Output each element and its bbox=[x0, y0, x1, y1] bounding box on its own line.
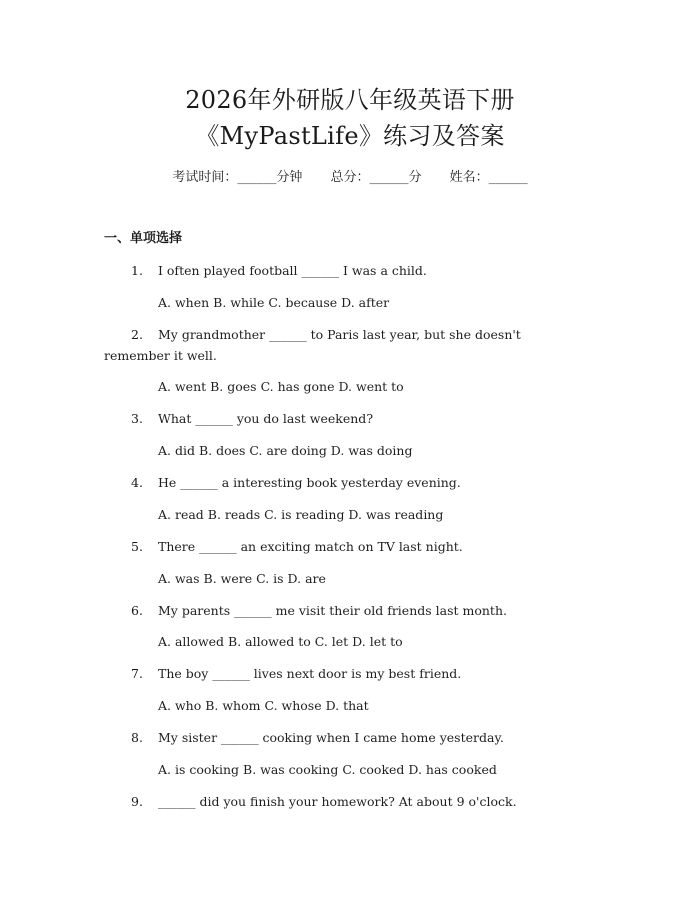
question-number: 1. bbox=[131, 263, 143, 278]
question-text: There ______ an exciting match on TV last night. bbox=[158, 539, 463, 554]
question-options: A. did B. does C. are doing D. was doing bbox=[158, 443, 413, 458]
section-heading: 一、单项选择 bbox=[104, 231, 183, 246]
document-title-line1: 2026年外研版八年级英语下册 bbox=[185, 86, 515, 114]
exam-score: 总分：______分 bbox=[330, 170, 422, 185]
question-text: What ______ you do last weekend? bbox=[158, 411, 374, 426]
question-options: A. went B. goes C. has gone D. went to bbox=[158, 379, 404, 394]
question-number: 3. bbox=[131, 411, 143, 426]
question-text: My sister ______ cooking when I came home yesterday. bbox=[158, 730, 504, 745]
question-options: A. when B. while C. because D. after bbox=[158, 295, 390, 310]
question-number: 6. bbox=[131, 603, 143, 618]
question-text: My grandmother ______ to Paris last year, but she doesn't bbox=[158, 327, 521, 342]
question-text: My parents ______ me visit their old friends last month. bbox=[158, 603, 507, 618]
exam-meta bbox=[0, 168, 700, 188]
document-title-line2: 《MyPastLife》练习及答案 bbox=[195, 122, 505, 150]
question-options: A. was B. were C. is D. are bbox=[158, 571, 326, 586]
question-number: 7. bbox=[131, 666, 143, 681]
question-text: I often played football ______ I was a child. bbox=[158, 263, 427, 278]
question-text: He ______ a interesting book yesterday evening. bbox=[158, 475, 461, 490]
question-number: 5. bbox=[131, 539, 143, 554]
exam-time: 考试时间：______分钟 bbox=[172, 170, 303, 185]
exam-name: 姓名：______ bbox=[449, 170, 528, 185]
question-text: ______ did you finish your homework? At about 9 o'clock. bbox=[158, 794, 517, 809]
question-number: 4. bbox=[131, 475, 143, 490]
question-text-continued: remember it well. bbox=[104, 348, 217, 363]
question-options: A. allowed B. allowed to C. let D. let to bbox=[158, 634, 403, 649]
question-text: The boy ______ lives next door is my best friend. bbox=[158, 666, 462, 681]
question-number: 9. bbox=[131, 794, 143, 809]
question-options: A. read B. reads C. is reading D. was reading bbox=[158, 507, 444, 522]
question-number: 2. bbox=[131, 327, 143, 342]
question-options: A. who B. whom C. whose D. that bbox=[158, 698, 369, 713]
question-options: A. is cooking B. was cooking C. cooked D. has cooked bbox=[158, 762, 497, 777]
question-number: 8. bbox=[131, 730, 143, 745]
